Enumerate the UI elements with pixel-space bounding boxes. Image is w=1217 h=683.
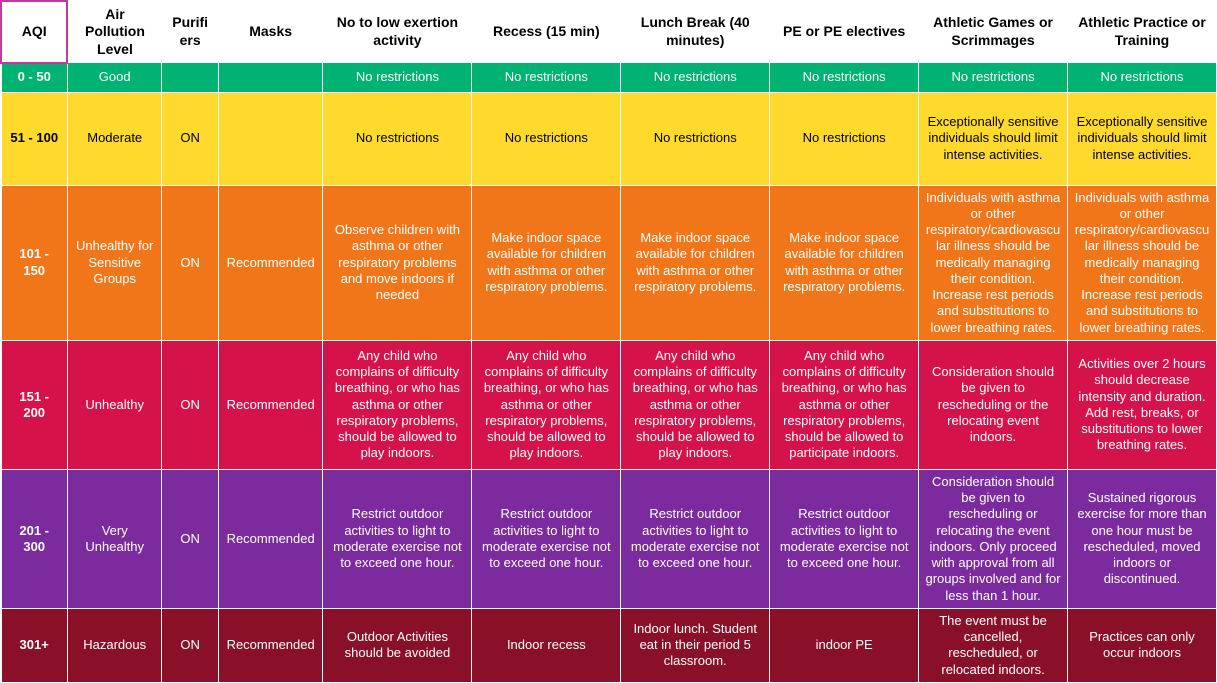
cell-pe-electives: Restrict outdoor activities to light to moderate exercise not to exceed one hour.: [770, 469, 919, 608]
cell-athletic-practice: Practices can only occur indoors: [1068, 608, 1217, 682]
cell-aqi: 0 - 50: [1, 63, 67, 93]
table-row: [1, 340, 1217, 469]
cell-no-to-low-exertion: Any child who complains of difficulty breathing, or who has asthma or other respiratory problems, should be allowed to play indoors.: [323, 340, 472, 469]
table-header: [1, 1, 1217, 63]
cell-aqi: 201 - 300: [1, 469, 67, 608]
cell-lunch-break: Make indoor space available for children with asthma or other respiratory problems.: [621, 185, 770, 340]
cell-masks: Recommended: [218, 469, 323, 608]
cell-level: Unhealthy: [67, 340, 162, 469]
table-row: [1, 608, 1217, 682]
cell-no-to-low-exertion: Outdoor Activities should be avoided: [323, 608, 472, 682]
cell-no-to-low-exertion: No restrictions: [323, 92, 472, 185]
column-header-pe-electives: PE or PE electives: [770, 1, 919, 63]
column-header-lunch-break: Lunch Break (40 minutes): [621, 1, 770, 63]
cell-recess: No restrictions: [472, 63, 621, 93]
cell-lunch-break: No restrictions: [621, 92, 770, 185]
cell-athletic-practice: No restrictions: [1068, 63, 1217, 93]
cell-aqi: 51 - 100: [1, 92, 67, 185]
cell-purifiers: ON: [162, 92, 218, 185]
cell-athletic-practice: Sustained rigorous exercise for more than one hour must be rescheduled, moved indoors or discontinued.: [1068, 469, 1217, 608]
cell-recess: Any child who complains of difficulty breathing, or who has asthma or other respiratory problems, should be allowed to play indoors.: [472, 340, 621, 469]
cell-level: Very Unhealthy: [67, 469, 162, 608]
column-header-no-to-low-exertion: No to low exertion activity: [323, 1, 472, 63]
cell-level: Hazardous: [67, 608, 162, 682]
cell-aqi: 101 - 150: [1, 185, 67, 340]
cell-athletic-practice: Exceptionally sensitive individuals should limit intense activities.: [1068, 92, 1217, 185]
cell-recess: Indoor recess: [472, 608, 621, 682]
column-header-recess: Recess (15 min): [472, 1, 621, 63]
cell-recess: Make indoor space available for children with asthma or other respiratory problems.: [472, 185, 621, 340]
cell-lunch-break: Restrict outdoor activities to light to moderate exercise not to exceed one hour.: [621, 469, 770, 608]
cell-purifiers: ON: [162, 469, 218, 608]
cell-athletic-practice: Individuals with asthma or other respiratory/cardiovascular illness should be medically managing their condition. Increase rest periods and substitutions to lower breathing rates.: [1068, 185, 1217, 340]
cell-lunch-break: Indoor lunch. Student eat in their period 5 classroom.: [621, 608, 770, 682]
column-header-athletic-practice: Athletic Practice or Training: [1068, 1, 1217, 63]
cell-recess: Restrict outdoor activities to light to moderate exercise not to exceed one hour.: [472, 469, 621, 608]
cell-athletic-games: Consideration should be given to rescheduling or the relocating event indoors.: [919, 340, 1068, 469]
cell-lunch-break: No restrictions: [621, 63, 770, 93]
table-row: [1, 185, 1217, 340]
cell-athletic-games: No restrictions: [919, 63, 1068, 93]
cell-masks: [218, 63, 323, 93]
cell-pe-electives: No restrictions: [770, 92, 919, 185]
cell-no-to-low-exertion: No restrictions: [323, 63, 472, 93]
cell-aqi: 301+: [1, 608, 67, 682]
cell-masks: Recommended: [218, 185, 323, 340]
cell-level: Unhealthy for Sensitive Groups: [67, 185, 162, 340]
cell-lunch-break: Any child who complains of difficulty breathing, or who has asthma or other respiratory problems, should be allowed to play indoors.: [621, 340, 770, 469]
table-body: [1, 63, 1217, 683]
cell-pe-electives: Make indoor space available for children with asthma or other respiratory problems.: [770, 185, 919, 340]
cell-pe-electives: Any child who complains of difficulty breathing, or who has asthma or other respiratory problems, should be allowed to participate indoors.: [770, 340, 919, 469]
cell-athletic-games: Exceptionally sensitive individuals should limit intense activities.: [919, 92, 1068, 185]
cell-level: Moderate: [67, 92, 162, 185]
cell-no-to-low-exertion: Restrict outdoor activities to light to moderate exercise not to exceed one hour.: [323, 469, 472, 608]
column-header-aqi: AQI: [1, 1, 67, 63]
cell-no-to-low-exertion: Observe children with asthma or other respiratory problems and move indoors if needed: [323, 185, 472, 340]
cell-level: Good: [67, 63, 162, 93]
table-row: [1, 92, 1217, 185]
cell-masks: Recommended: [218, 340, 323, 469]
cell-purifiers: ON: [162, 340, 218, 469]
cell-purifiers: ON: [162, 608, 218, 682]
table-row: [1, 63, 1217, 93]
column-header-athletic-games: Athletic Games or Scrimmages: [919, 1, 1068, 63]
cell-athletic-games: Individuals with asthma or other respiratory/cardiovascular illness should be medically managing their condition. Increase rest periods and substitutions to lower breathing rates.: [919, 185, 1068, 340]
column-header-air-pollution-level: Air Pollution Level: [67, 1, 162, 63]
cell-masks: Recommended: [218, 608, 323, 682]
table-row: [1, 469, 1217, 608]
cell-masks: [218, 92, 323, 185]
cell-pe-electives: indoor PE: [770, 608, 919, 682]
header-row: [1, 1, 1217, 63]
cell-athletic-games: Consideration should be given to rescheduling or relocating the event indoors. Only proceed with approval from all groups involved and for less than 1 hour.: [919, 469, 1068, 608]
cell-athletic-practice: Activities over 2 hours should decrease intensity and duration. Add rest, breaks, or substitutions to lower breathing rates.: [1068, 340, 1217, 469]
column-header-masks: Masks: [218, 1, 323, 63]
cell-aqi: 151 - 200: [1, 340, 67, 469]
column-header-purifiers: Purifiers: [162, 1, 218, 63]
cell-purifiers: [162, 63, 218, 93]
cell-purifiers: ON: [162, 185, 218, 340]
cell-recess: No restrictions: [472, 92, 621, 185]
cell-pe-electives: No restrictions: [770, 63, 919, 93]
cell-athletic-games: The event must be cancelled, rescheduled, or relocated indoors.: [919, 608, 1068, 682]
